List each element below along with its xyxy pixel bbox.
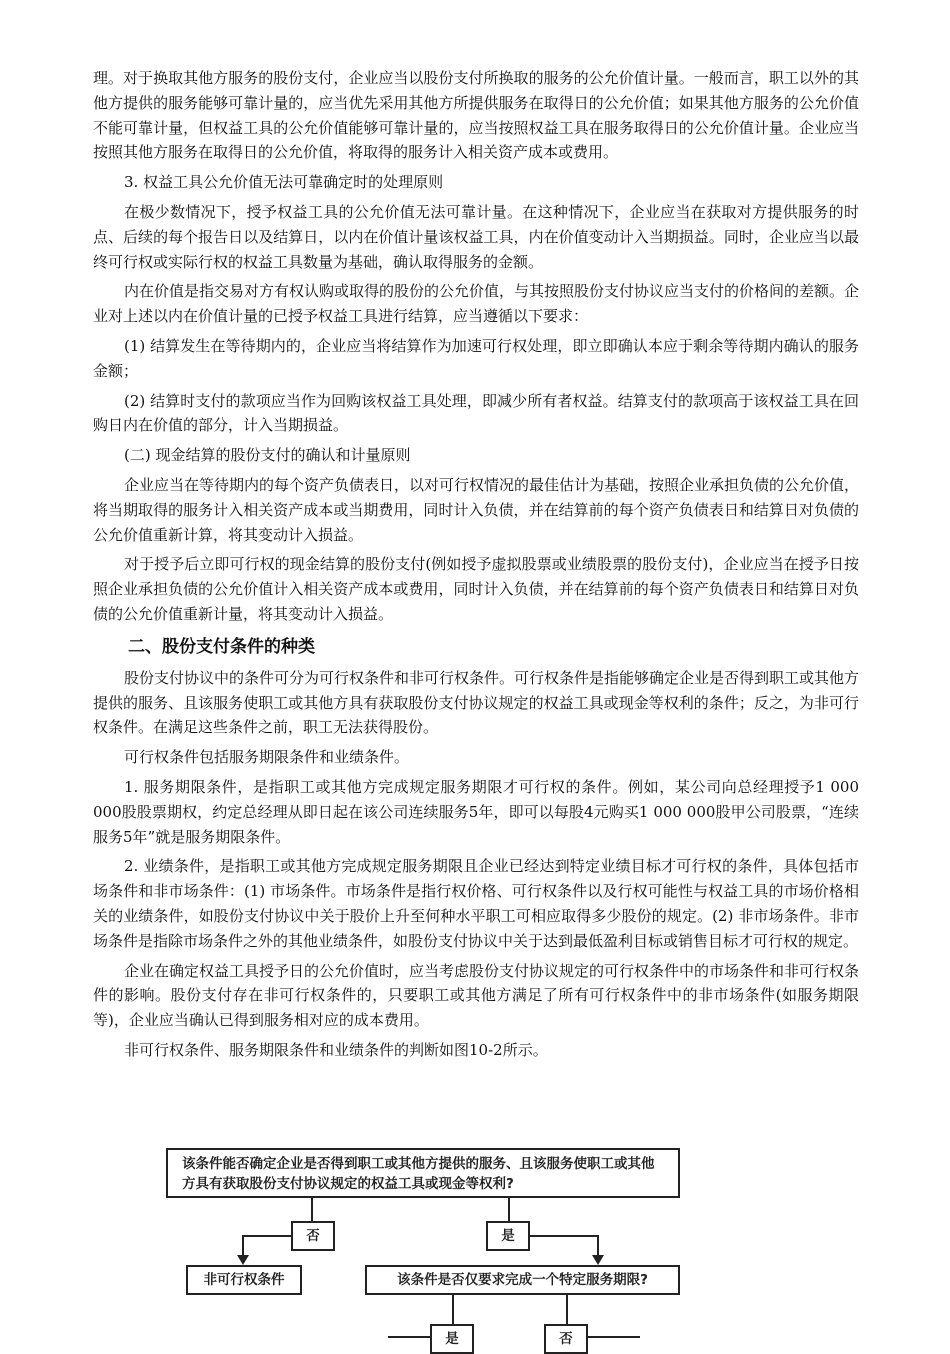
connector [388,1336,430,1338]
list-item-1: (1) 结算发生在等待期内的，企业应当将结算作为加速可行权处理，即立即确认本应于剩余等待期内确认的服务金额； [93,336,859,380]
connector [242,1235,292,1237]
paragraph: 对于授予后立即可行权的现金结算的股份支付(例如授予虚拟股票或业绩股票的股份支付)，企业应当在授予日按照企业承担负债的公允价值计入相关资产成本或费用，同时计入负债，并在结算前的每个资产负债表日和结算日对负债的公允价值重新计量，将其变动计入损益。 [93,555,859,623]
connector [597,1235,599,1257]
paragraph: 2. 业绩条件，是指职工或其他方完成规定服务期限且企业已经达到特定业绩目标才可行权的条件，具体包括市场条件和非市场条件：(1) 市场条件。市场条件是指行权价格、可行权条件以及行权可能性与权益工具的市场价格相关的业绩条件，如股份支付协议中关于股价上升至何种水平职工可相应取得多少股份的规定。(2) 非市场条件。非市场条件是指除市场条件之外的其他业绩条件，如股份支付协议中关于达到最低盈利目标或销售目标才可行权的规定。 [93,857,859,950]
figure-reference: 非可行权条件、服务期限条件和业绩条件的判断如图10-2所示。 [124,1040,548,1059]
paragraph: 在极少数情况下，授予权益工具的公允价值无法可靠计量。在这种情况下，企业应当在获取对方提供服务的时点、后续的每个报告日以及结算日，以内在价值计量该权益工具，内在价值变动计入当期损益。同时，企业应当以最终可行权或实际行权的权益工具数量为基础，确认取得服务的金额。 [93,202,859,271]
arrow-icon [237,1255,249,1265]
paragraph: 内在价值是指交易对方有权认购或取得的股份的公允价值，与其按照股份支付协议应当支付的价格间的差额。企业对上述以内在价值计量的已授予权益工具进行结算，应当遵循以下要求： [93,282,860,326]
connector [529,1235,599,1237]
flow-label-no-2: 否 [544,1324,588,1354]
document-body [93,66,859,1063]
connector [508,1198,510,1222]
connector [452,1295,454,1325]
flow-label-yes: 是 [486,1221,530,1251]
subheading-cash: (二) 现金结算的股份支付的确认和计量原则 [124,446,411,465]
arrow-icon [592,1255,604,1265]
paragraph: 可行权条件包括服务期限条件和业绩条件。 [124,748,410,767]
flow-result-nonvesting: 非可行权条件 [186,1265,302,1295]
paragraph: 企业在确定权益工具授予日的公允价值时，应当考虑股份支付协议规定的可行权条件中的市场条件和非可行权条件的影响。股份支付存在非可行权条件的，只要职工或其他方满足了所有可行权条件中的非市场条件(如服务期限等)，企业应当确认已得到服务相对应的成本费用。 [93,961,860,1030]
connector [566,1295,568,1325]
paragraph: 1. 服务期限条件，是指职工或其他方完成规定服务期限才可行权的条件。例如，某公司向总经理授予1 000 000股股票期权，约定总经理从即日起在该公司连续服务5年，即可以每股4元购买1 000 000股甲公司股票，“连续服务5年”就是服务期限条件。 [93,777,859,846]
flow-label-no: 否 [291,1221,335,1251]
list-item-2: (2) 结算时支付的款项应当作为回购该权益工具处理，即减少所有者权益。结算支付的款项高于该权益工具在回购日内在价值的部分，计入当期损益。 [93,391,859,435]
paragraph: 企业应当在等待期内的每个资产负债表日，以对可行权情况的最佳估计为基础，按照企业承担负债的公允价值，将当期取得的服务计入相关资产成本或当期费用，同时计入负债，并在结算前的每个资产负债表日和结算日对负债的公允价值重新计算，将其变动计入损益。 [93,475,860,544]
paragraph: 股份支付协议中的条件可分为可行权条件和非可行权条件。可行权条件是指能够确定企业是否得到职工或其他方提供的服务、且该服务使职工或其他方具有获取股份支付协议规定的权益工具或现金等权利的条件；反之，为非可行权条件。在满足这些条件之前，职工无法获得股份。 [93,668,860,737]
connector [242,1235,244,1257]
section-title: 二、股份支付条件的种类 [128,636,315,657]
subheading-3: 3. 权益工具公允价值无法可靠确定时的处理原则 [124,173,444,192]
connector [588,1336,640,1338]
flow-label-yes-2: 是 [430,1324,474,1354]
paragraph: 理。对于换取其他方服务的股份支付，企业应当以股份支付所换取的服务的公允价值计量。一般而言，职工以外的其他方提供的服务能够可靠计量的，应当优先采用其他方所提供服务在取得日的公允价值；如果其他方服务的公允价值不能可靠计量，但权益工具的公允价值能够可靠计量的，应当按照权益工具在服务取得日的公允价值计量。企业应当按照其他方服务在取得日的公允价值，将取得的服务计入相关资产成本或费用。 [93,69,859,162]
flow-question-2: 该条件是否仅要求完成一个特定服务期限? [365,1265,680,1295]
connector [311,1198,313,1222]
flow-question-1: 该条件能否确定企业是否得到职工或其他方提供的服务、且该服务使职工或其他方具有获取股份支付协议规定的权益工具或现金等权利? [166,1148,680,1198]
